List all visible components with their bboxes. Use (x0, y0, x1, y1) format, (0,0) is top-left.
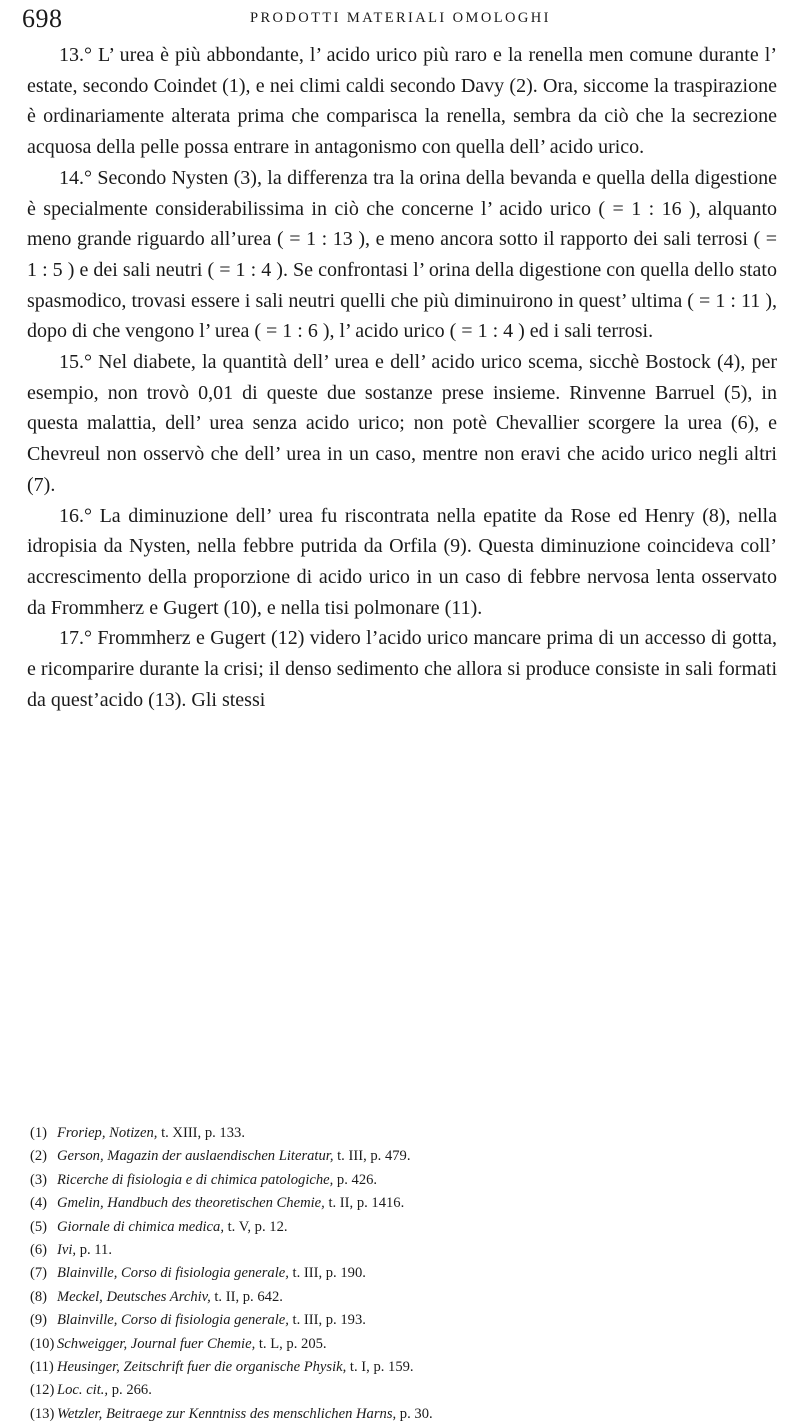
footnote-work: Ricerche di fisiologia e di chimica patologiche, (57, 1171, 334, 1188)
footnotes (26, 1122, 786, 1426)
footnote-work: Beitraege zur Kenntniss des menschlichen Harns, (105, 1405, 397, 1422)
footnote-author: Gmelin, (57, 1195, 104, 1212)
footnote (26, 1216, 786, 1239)
footnote-number: (3) (30, 1171, 48, 1188)
footnote-work: Handbuch des theoretischen Chemie, (107, 1195, 325, 1212)
footnote-number: (6) (30, 1242, 48, 1259)
paragraph-15: 15.° Nel diabete, la quantità dell’ urea e dell’ acido urico scema, sicchè Bostock (4), per esempio, non trovò 0,01 di queste due sostanze prese insieme. Rinvenne Barruel (5), in questa malattia, dell’ urea senza acido urico; non potè Chevallier scorgere la urea (6), e Chevreul non osservò che dell’ urea in un caso, mentre non eravi che acido urico negli altri (7). (27, 351, 777, 496)
footnote (26, 1286, 786, 1309)
footnote-number: (12) (30, 1382, 55, 1399)
footnote-reference: t. XIII, p. 133. (157, 1125, 245, 1141)
footnote-author: Blainville, (57, 1265, 118, 1282)
footnote-number: (13) (30, 1405, 55, 1422)
footnote-number: (2) (30, 1148, 48, 1165)
footnote-reference: p. 30. (396, 1405, 433, 1422)
body-text (27, 40, 777, 715)
footnote-work: Corso di fisiologia generale, (121, 1265, 289, 1282)
footnote (26, 1145, 786, 1168)
footnote (26, 1379, 786, 1402)
footnote (26, 1309, 786, 1332)
footnote-number: (11) (30, 1359, 54, 1376)
footnote-author: Gerson, (57, 1148, 104, 1165)
footnote-reference: t. III, p. 193. (288, 1312, 366, 1329)
footnote-work: Loc. cit., (57, 1382, 109, 1399)
footnote-author: Froriep, (57, 1125, 106, 1141)
footnote-reference: t. V, p. 12. (223, 1218, 288, 1235)
footnote-reference: t. III, p. 190. (288, 1265, 366, 1282)
footnote-work: Corso di fisiologia generale, (121, 1312, 289, 1329)
footnote (26, 1192, 786, 1215)
page-number: 698 (22, 4, 63, 33)
footnote (26, 1403, 786, 1426)
paragraph-17: 17.° Frommherz e Gugert (12) videro l’acido urico mancare prima di un accesso di gotta, e ricomparire durante la crisi; il denso sedimento che allora si produce consiste in sali formati da quest’acido (13). Gli stessi (27, 627, 777, 711)
footnote-number: (1) (30, 1125, 48, 1141)
footnote-reference: t. II, p. 1416. (324, 1195, 405, 1212)
footnote (26, 1333, 786, 1356)
footnote (26, 1239, 786, 1262)
footnote-author: Heusinger, (57, 1359, 120, 1376)
footnote-reference: p. 11. (76, 1242, 112, 1259)
footnote-reference: t. I, p. 159. (346, 1359, 414, 1376)
footnote-number: (8) (30, 1288, 48, 1305)
footnote-number: (9) (30, 1312, 48, 1329)
footnote-work: Deutsches Archiv, (106, 1288, 211, 1305)
footnote (26, 1356, 786, 1379)
footnote-author: Meckel, (57, 1288, 103, 1305)
running-head: PRODOTTI MATERIALI OMOLOGHI (250, 10, 551, 26)
footnote (26, 1169, 786, 1192)
footnote-author: Blainville, (57, 1312, 118, 1329)
footnote-reference: t. L, p. 205. (255, 1335, 327, 1352)
footnote (26, 1262, 786, 1285)
paragraph-16: 16.° La diminuzione dell’ urea fu riscontrata nella epatite da Rose ed Henry (8), nella idropisia da Nysten, nella febbre putrida da Orfila (9). Questa diminuzione coincideva coll’ accrescimento della proporzione di acido urico in un caso di febbre nervosa lenta osservato da Frommherz e Gugert (10), e nella tisi polmonare (11). (27, 504, 777, 619)
footnote-reference: p. 266. (108, 1382, 152, 1399)
footnote-work: Notizen, (109, 1125, 158, 1141)
page-header (22, 4, 782, 40)
footnote-reference: t. III, p. 479. (333, 1148, 411, 1165)
footnote-work: Magazin der auslaendischen Literatur, (107, 1148, 334, 1165)
footnote-author: Wetzler, (57, 1405, 103, 1422)
footnote-number: (5) (30, 1218, 48, 1235)
paragraph-14: 14.° Secondo Nysten (3), la differenza tra la orina della bevanda e quella della digestione è specialmente considerabilissima in ciò che concerne l’ acido urico ( = 1 : 16 ), alquanto meno grande riguardo all’urea ( = 1 : 13 ), e meno ancora sotto il rapporto dei sali terrosi ( = 1 : 5 ) e dei sali neutri ( = 1 : 4 ). Se confrontasi l’ orina della digestione con quella dello stato spasmodico, trovasi essere i sali neutri quelli che più diminuirono in quest’ ultima ( = 1 : 11 ), dopo di che vengono l’ urea ( = 1 : 6 ), l’ acido urico ( = 1 : 4 ) ed i sali terrosi. (27, 166, 777, 343)
footnote-number: (7) (30, 1265, 48, 1282)
footnote-work: Ivi, (57, 1242, 77, 1259)
footnote-work: Zeitschrift fuer die organische Physik, (123, 1359, 347, 1376)
footnote-reference: p. 426. (333, 1171, 378, 1188)
footnote-reference: t. II, p. 642. (210, 1288, 283, 1305)
footnote-work: Journal fuer Chemie, (130, 1335, 256, 1352)
footnote (26, 1122, 786, 1145)
footnote-author: Schweigger, (57, 1335, 128, 1352)
footnote-work: Giornale di chimica medica, (57, 1218, 224, 1235)
paragraph-13: 13.° L’ urea è più abbondante, l’ acido urico più raro e la renella men comune durante l’ estate, secondo Coindet (1), e nei climi caldi secondo Davy (2). Ora, siccome la traspirazione è ordinariamente alterata prima che comparisca la renella, sembra da ciò che la secrezione acquosa della pelle possa entrare in antagonismo con quella dell’ acido urico. (27, 44, 777, 159)
footnote-number: (4) (30, 1195, 48, 1212)
footnote-number: (10) (30, 1335, 55, 1352)
